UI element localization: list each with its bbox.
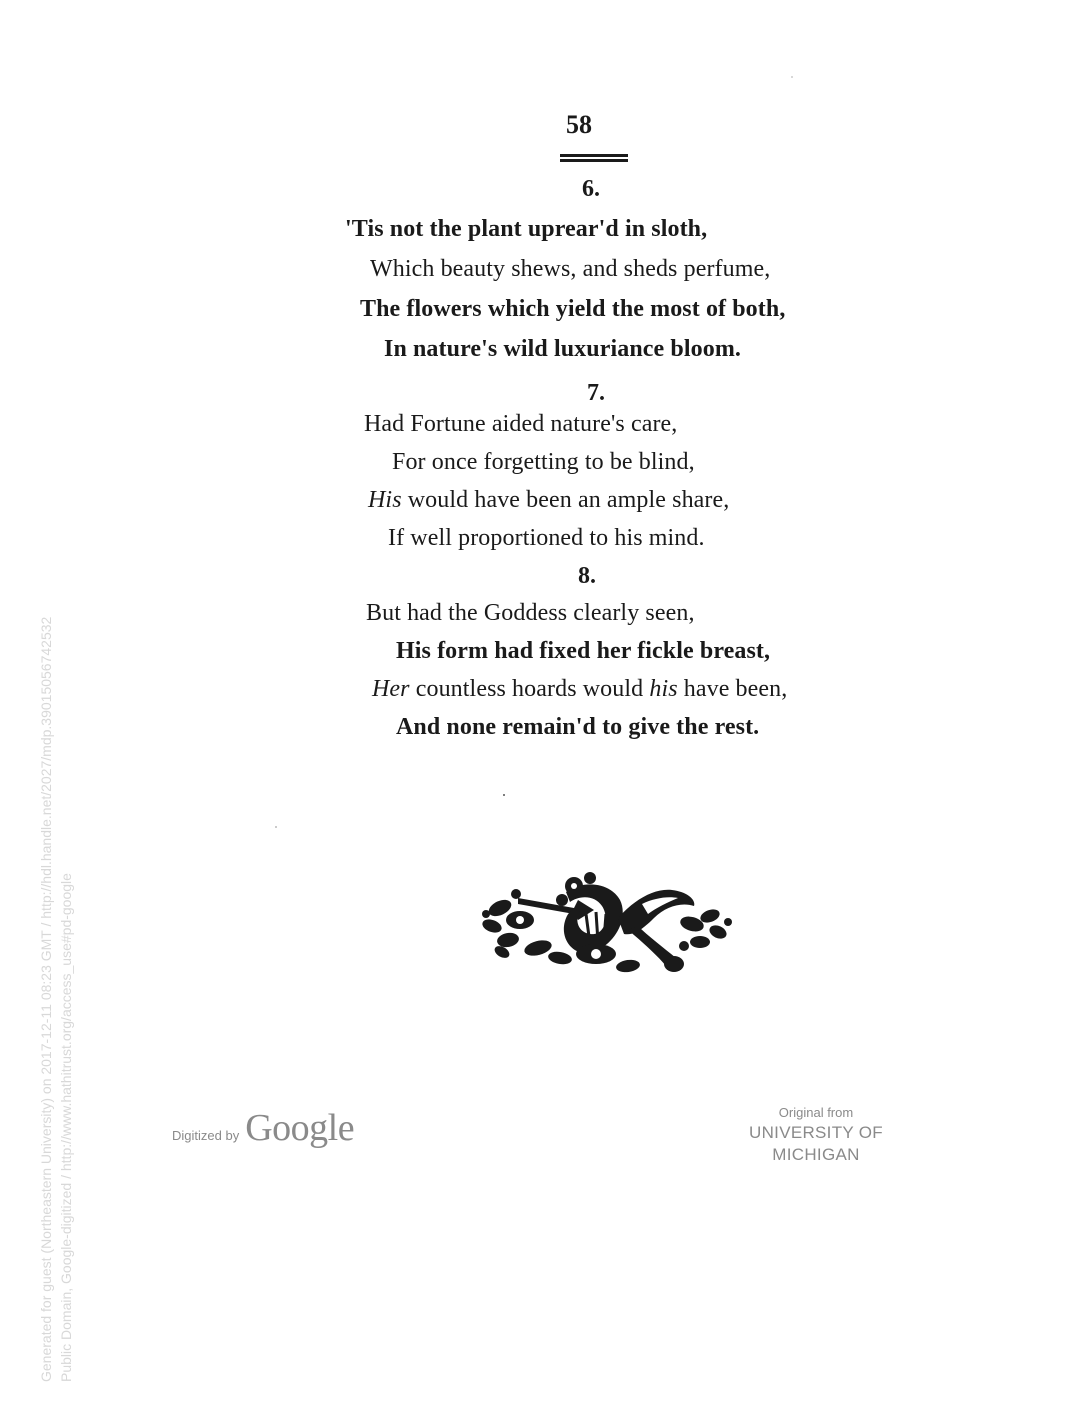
title-rule-upper [560,154,628,157]
floral-ornament-icon [478,870,736,978]
poem-line [368,487,729,514]
stanza-number: 7. [587,380,605,406]
italic-word: His [368,487,402,513]
stanza-number: 6. [582,176,600,202]
poem-line [360,296,785,323]
line-text: In nature's wild luxuriance bloom. [384,336,742,362]
poem-line [372,676,787,703]
line-text: And none remain'd to give the rest. [396,714,760,740]
poem-line [364,411,677,438]
original-from-label: Original from [778,1105,854,1120]
scan-speck [275,826,277,828]
institution-name: UNIVERSITY OF MICHIGAN [749,1123,883,1164]
line-text: have been, [677,676,788,702]
italic-word: Her [372,676,410,702]
google-logo: Google [245,1107,355,1149]
line-text: countless hoards would [409,676,650,702]
poem-line [396,714,759,741]
line-text: His form had fixed her fickle breast, [396,638,771,664]
poem-line [396,638,770,665]
poem-line [392,449,695,476]
line-text: But had the Goddess clearly seen, [366,600,695,626]
poem-line [384,336,741,363]
watermark-line-2: Public Domain, Google-digitized / http://www.hathitrust.org/access_use#pd-google [58,873,74,1382]
stanza-number: 8. [578,563,596,589]
scan-speck [503,794,505,796]
line-text: Had Fortune aided nature's care, [364,411,678,437]
poem-line [370,256,770,283]
scan-speck [791,76,793,78]
watermark-line-1: Generated for guest (Northeastern University) on 2017-12-11 08:23 GMT / http://hdl.handle.net/2027/mdp.39015056742532 [38,616,54,1382]
digitized-label: Digitized by [172,1128,240,1143]
line-text: Which beauty shews, and sheds perfume, [370,256,771,282]
line-text: 'Tis not the plant uprear'd in sloth, [345,216,708,242]
original-from [704,1104,928,1166]
hathitrust-watermark [36,617,76,1382]
line-text: If well proportioned to his mind. [388,525,705,551]
poem-line [366,600,695,627]
digitized-by-google [172,1106,354,1150]
line-text: For once forgetting to be blind, [392,449,695,475]
italic-word: his [649,676,678,702]
page-number: 58 [566,110,592,139]
line-text: would have been an ample share, [401,487,730,513]
poem-line [345,216,707,243]
line-text: The flowers which yield the most of both, [360,296,786,322]
poem-line [388,525,705,552]
title-rule-lower [560,159,628,162]
